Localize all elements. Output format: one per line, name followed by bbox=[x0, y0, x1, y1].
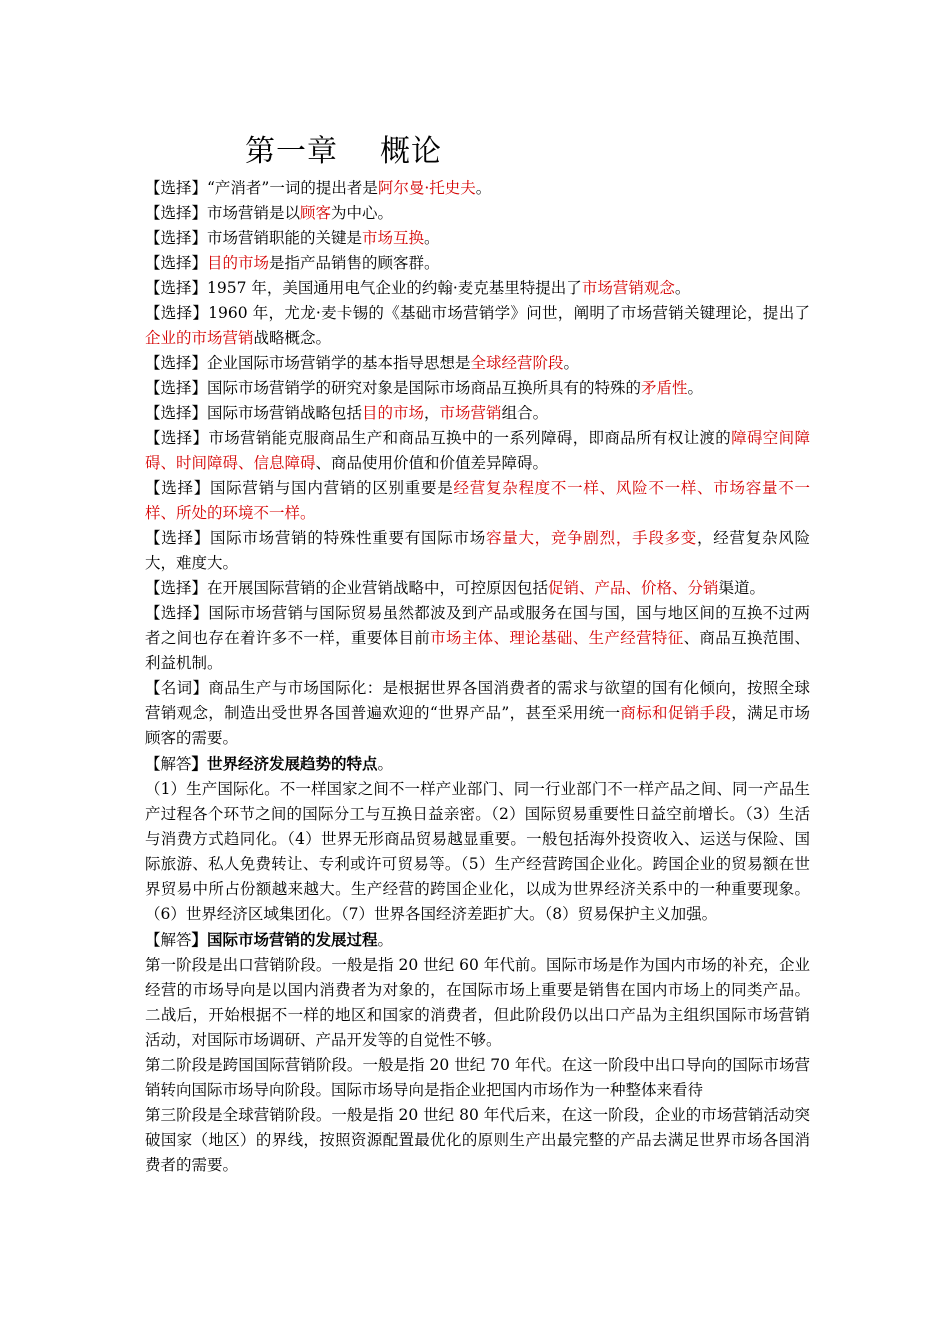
text-run: ，经营复杂风险大，难度大。 bbox=[145, 529, 810, 572]
paragraph bbox=[145, 526, 810, 576]
text-run: 【选择】国际市场营销与国际贸易虽然都波及到产品或服务在国与国，国与地区间的互换不过两者之间也存在着许多不一样，重要体目前 bbox=[145, 604, 810, 647]
paragraph bbox=[145, 301, 810, 351]
text-run: 【选择】市场营销职能的关键是 bbox=[145, 229, 363, 247]
highlight-text: 容量大，竞争剧烈，手段多变 bbox=[485, 529, 698, 547]
paragraph bbox=[145, 777, 810, 927]
paragraph bbox=[145, 401, 810, 426]
highlight-text: 市场营销观念 bbox=[581, 279, 675, 297]
text-run: 【选择】“产消者”一词的提出者是 bbox=[145, 179, 378, 197]
text-run: 【选择】国际市场营销的特殊性重要有国际市场 bbox=[145, 529, 486, 547]
highlight-text: 阿尔曼·托史夫 bbox=[377, 179, 476, 197]
paragraph bbox=[145, 476, 810, 526]
text-run: （1）生产国际化。不一样国家之间不一样产业部门、同一行业部门不一样产品之间、同一产品生产过程各个环节之间的国际分工与互换日益亲密。（2）国际贸易重要性日益空前增长。（3）生活与消费方式趋同化。（4）世界无形商品贸易越显重要。一般包括海外投资收入、运送与保险、国际旅游、私人免费转让、专利或许可贸易等。（5）生产经营跨国企业化。跨国企业的贸易额在世界贸易中所占份额越来越大。生产经营的跨国企业化，以成为世界经济关系中的一种重要现象。（6）世界经济区域集团化。（7）世界各国经济差距扩大。（8）贸易保护主义加强。 bbox=[145, 780, 810, 923]
highlight-text: 顾客 bbox=[300, 204, 332, 222]
chapter-name: 概论 bbox=[380, 134, 442, 169]
text-run: 。 bbox=[377, 931, 394, 949]
paragraph bbox=[145, 176, 810, 201]
text-run: 【选择】市场营销是以 bbox=[145, 204, 301, 222]
text-run: 。 bbox=[563, 354, 580, 372]
paragraph bbox=[145, 376, 810, 401]
text-run: ，满足市场顾客的需要。 bbox=[145, 704, 810, 747]
text-run: 第二阶段是跨国国际营销阶段。一般是指 20 世纪 70 年代。在这一阶段中出口导向的国际市场营销转向国际市场导向阶段。国际市场导向是指企业把国内市场作为一种整体来看待 bbox=[145, 1056, 810, 1099]
chapter-number: 第一章 bbox=[245, 134, 338, 169]
text-run: 、商品使用价值和价值差异障碍。 bbox=[315, 454, 549, 472]
text-run: 【选择】国际市场营销战略包括 bbox=[145, 404, 363, 422]
highlight-text: 矛盾性 bbox=[641, 379, 688, 397]
text-run: 第三阶段是全球营销阶段。一般是指 20 世纪 80 年代后来，在这一阶段，企业的市场营销活动突破国家（地区）的界线，按照资源配置最优化的原则生产出最完整的产品去满足世界市场各国消费者的需要。 bbox=[145, 1106, 810, 1174]
text-run: 【选择】国际营销与国内营销的区别重要是 bbox=[145, 479, 454, 497]
text-run: 。 bbox=[674, 279, 691, 297]
highlight-text: 目的市场 bbox=[207, 254, 270, 272]
highlight-text: 市场互换 bbox=[362, 229, 425, 247]
highlight-text: 促销、产品、价格、分销 bbox=[548, 579, 719, 597]
text-run: 【解答 bbox=[145, 931, 192, 949]
paragraph bbox=[145, 576, 810, 601]
text-run: 【选择】 bbox=[145, 254, 208, 272]
paragraph bbox=[145, 953, 810, 1053]
highlight-text: 目的市场 bbox=[362, 404, 425, 422]
paragraph bbox=[145, 601, 810, 676]
highlight-text: 商标和促销手段 bbox=[620, 704, 732, 722]
highlight-text: 市场营销 bbox=[439, 404, 502, 422]
paragraph bbox=[145, 251, 810, 276]
text-run: 【名词】商品生产与市场国际化：是根据世界各国消费者的需求与欲望的国有化倾向，按照全球营销观念，制造出受世界各国普遍欢迎的“世界产品”，甚至采用统一 bbox=[145, 679, 810, 722]
text-run: 战略概念。 bbox=[253, 329, 332, 347]
text-run: 。 bbox=[424, 229, 440, 247]
text-run: 、商品互换范围、利益机制。 bbox=[145, 629, 810, 672]
text-run: 【选择】国际市场营销学的研究对象是国际市场商品互换所具有的特殊的 bbox=[145, 379, 642, 397]
highlight-text: 经营复杂程度不一样、风险不一样、市场容量不一样、所处的环境不一样。 bbox=[145, 479, 810, 522]
text-run: 【选择】市场营销能克服商品生产和商品互换中的一系列障碍，即商品所有权让渡的 bbox=[145, 429, 732, 447]
text-run: 。 bbox=[687, 379, 704, 397]
document-body bbox=[145, 130, 810, 1178]
paragraph-list bbox=[145, 176, 810, 1178]
text-run: ， bbox=[424, 404, 440, 422]
text-run: 渠道。 bbox=[718, 579, 766, 597]
text-run: 【解答 bbox=[145, 755, 192, 773]
text-run: 是指产品销售的顾客群。 bbox=[269, 254, 440, 272]
bold-text: 】世界经济发展趋势的特点 bbox=[191, 754, 378, 773]
paragraph bbox=[145, 226, 810, 251]
paragraph bbox=[145, 927, 810, 953]
text-run: 【选择】1957 年，美国通用电气企业的约翰·麦克基里特提出了 bbox=[145, 279, 582, 297]
text-run: 【选择】在开展国际营销的企业营销战略中，可控原因包括 bbox=[145, 579, 549, 597]
highlight-text: 全球经营阶段 bbox=[470, 354, 564, 372]
highlight-text: 市场主体、理论基础、生产经营特征 bbox=[430, 629, 684, 647]
paragraph bbox=[145, 201, 810, 226]
bold-text: 】国际市场营销的发展过程 bbox=[191, 930, 378, 949]
highlight-text: 企业的市场营销 bbox=[145, 329, 254, 347]
text-run: 。 bbox=[475, 179, 492, 197]
text-run: 组合。 bbox=[501, 404, 549, 422]
chapter-title bbox=[245, 130, 810, 174]
text-run: 【选择】1960 年，尤龙·麦卡锡的《基础市场营销学》问世，阐明了市场营销关键理论，提出了 bbox=[145, 304, 810, 322]
paragraph bbox=[145, 1103, 810, 1178]
highlight-text: 障碍空间障碍、时间障碍、信息障碍 bbox=[145, 429, 810, 472]
paragraph bbox=[145, 276, 810, 301]
text-run: 第一阶段是出口营销阶段。一般是指 20 世纪 60 年代前。国际市场是作为国内市场的补充，企业经营的市场导向是以国内消费者为对象的，在国际市场上重要是销售在国内市场上的同类产品。二战后，开始根据不一样的地区和国家的消费者，但此阶段仍以出口产品为主组织国际市场营销活动，对国际市场调研、产品开发等的自觉性不够。 bbox=[145, 956, 810, 1049]
paragraph bbox=[145, 351, 810, 376]
text-run: 为中心。 bbox=[331, 204, 394, 222]
paragraph bbox=[145, 751, 810, 777]
text-run: 。 bbox=[377, 755, 394, 773]
text-run: 【选择】企业国际市场营销学的基本指导思想是 bbox=[145, 354, 471, 372]
paragraph bbox=[145, 676, 810, 751]
paragraph bbox=[145, 426, 810, 476]
paragraph bbox=[145, 1053, 810, 1103]
